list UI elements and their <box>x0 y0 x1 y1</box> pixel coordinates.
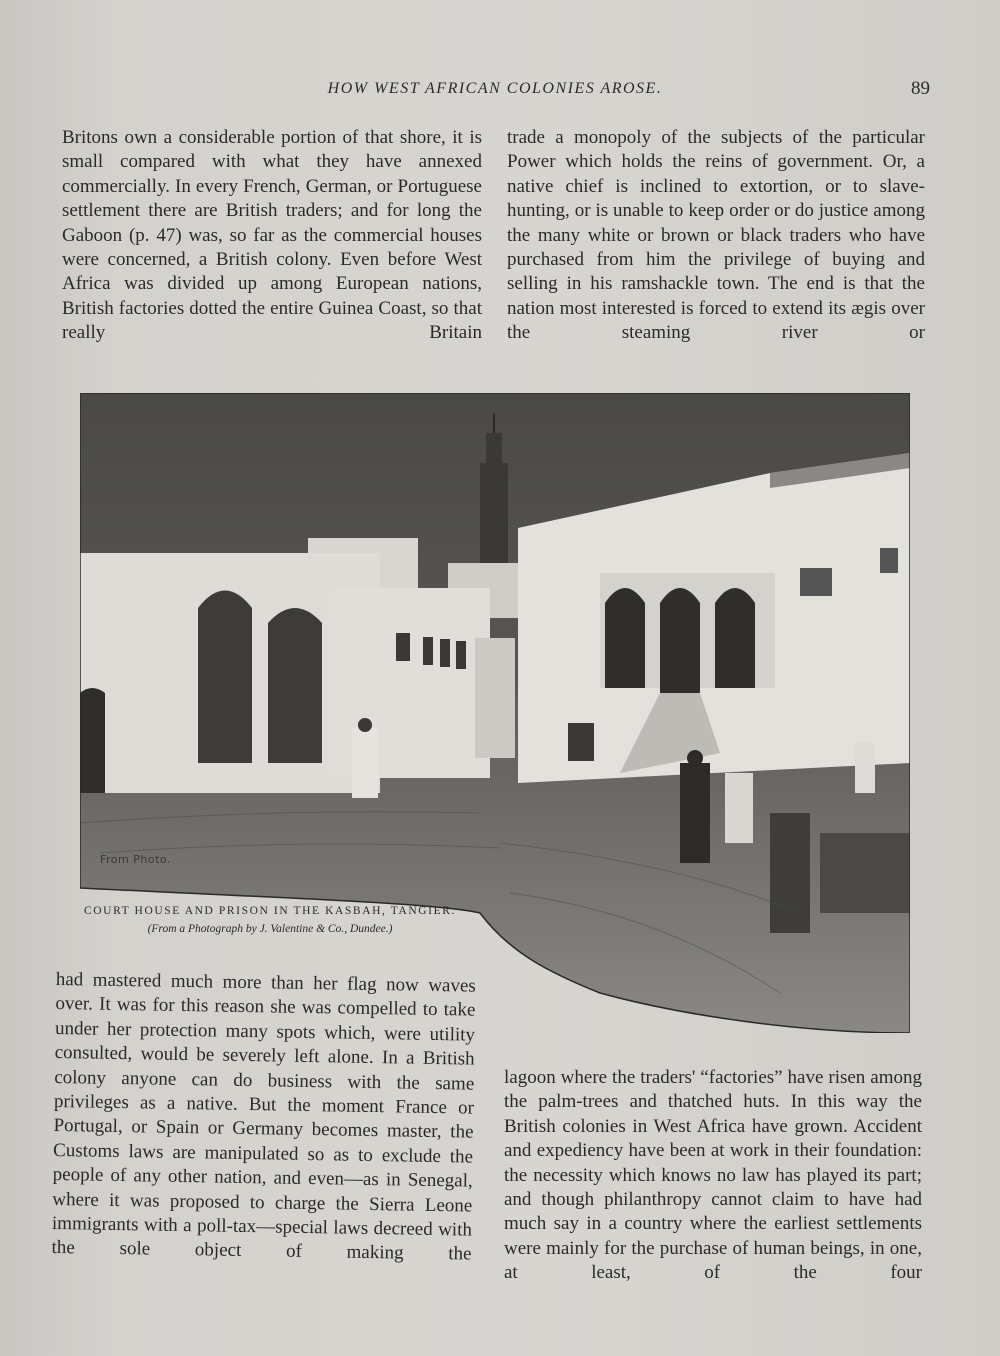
caption-credit: (From a Photograph by J. Valentine & Co., Dundee.) <box>147 923 393 935</box>
text-column-bottom-left: had mastered much more than her flag now waves over. It was for this reason she was compelled to take under her protection many spots which, were utility consulted, would be severely left alone. In a British colony anyone can do business with the same privileges as a native. But the moment France or Portugal, or Spain or Germany becomes master, the Customs laws are manipulated so as to exclude the people of any other nation, and even—as in Senegal, where it was proposed to charge the Sierra Leone immigrants with a poll-tax—special laws decreed with the sole object of making the <box>51 968 476 1266</box>
running-head <box>60 78 930 104</box>
illustration-caption <box>60 905 480 935</box>
text-column-top-left: Britons own a considerable portion of that shore, it is small compared with what they have annexed commercially. In every French, German, or Portuguese settlement there are British traders; and for long the Gaboon (p. 47) was, so far as the commercial houses were concerned, a British colony. Even before West Africa was divided up among European nations, British factories dotted the entire Guinea Coast, so that really Britain <box>62 127 482 344</box>
caption-title: COURT HOUSE AND PRISON IN THE KASBAH, TANGIER. <box>84 905 456 917</box>
running-title: HOW WEST AFRICAN COLONIES AROSE. <box>327 80 663 97</box>
kasbah-illustration <box>80 393 910 1033</box>
text-column-top-right: trade a monopoly of the subjects of the particular Power which holds the reins of government. Or, a native chief is inclined to extortion, or to slave-hunting, or is unable to keep order or do justice among the many white or brown or black traders who have purchased from him the privilege of buying and selling in his ramshackle town. The end is that the nation most interested is forced to extend its ægis over the steaming river or <box>507 127 925 344</box>
artist-signature: From Photo. <box>100 853 171 866</box>
page-number: 89 <box>911 78 930 99</box>
text-column-bottom-right: lagoon where the traders' “factories” have risen among the palm-trees and thatched huts. In this way the British colonies in West Africa have grown. Accident and expediency have been at work in their foundation: the necessity which knows no law has played its part; and though philanthropy cannot claim to have had much say in a country where the earliest settlements were mainly for the purchase of human beings, in one, at least, of the four <box>504 1067 922 1284</box>
